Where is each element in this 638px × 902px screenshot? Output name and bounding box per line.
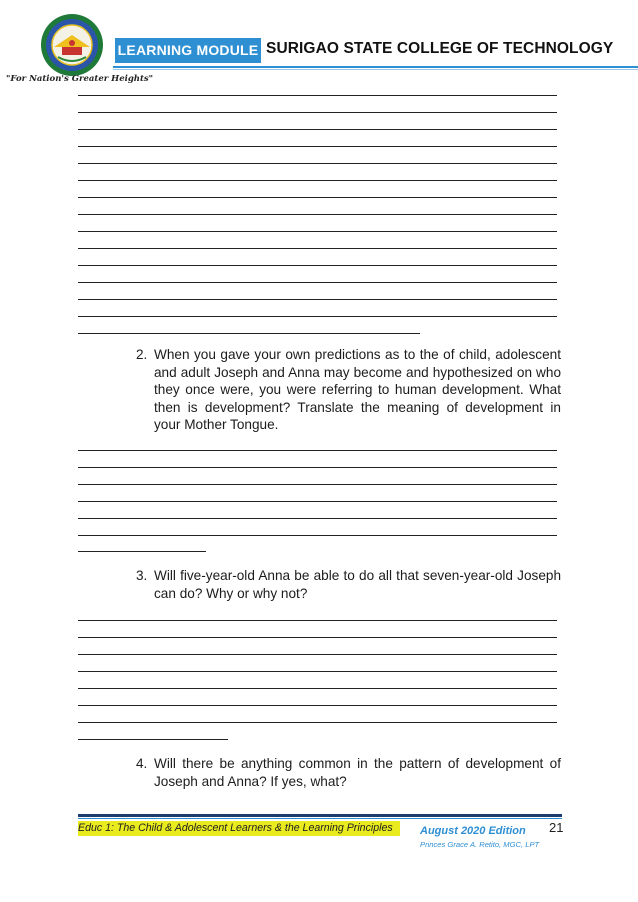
answer-line bbox=[78, 248, 557, 249]
college-seal-icon bbox=[40, 13, 104, 77]
answer-line bbox=[78, 518, 557, 519]
answer-line bbox=[78, 231, 557, 232]
question-number: 4. bbox=[136, 756, 148, 771]
page-number: 21 bbox=[549, 820, 564, 835]
answer-line bbox=[78, 214, 557, 215]
answer-line-end bbox=[78, 333, 420, 334]
answer-line bbox=[78, 112, 557, 113]
question-2 bbox=[136, 346, 561, 434]
footer-course-title: Educ 1: The Child & Adolescent Learners & the Learning Principles bbox=[78, 821, 400, 836]
answer-line bbox=[78, 671, 557, 672]
college-name: SURIGAO STATE COLLEGE OF TECHNOLOGY bbox=[266, 40, 614, 57]
answer-line bbox=[78, 535, 557, 536]
answer-line bbox=[78, 265, 557, 266]
answer-line bbox=[78, 484, 557, 485]
module-label: LEARNING MODULE bbox=[115, 38, 261, 63]
answer-line bbox=[78, 705, 557, 706]
answer-line bbox=[78, 637, 557, 638]
answer-line-end bbox=[78, 551, 206, 552]
answer-line bbox=[78, 129, 557, 130]
answer-line-end bbox=[78, 739, 228, 740]
answer-line bbox=[78, 197, 557, 198]
answer-line bbox=[78, 620, 557, 621]
footer-author: Princes Grace A. Retito, MGC, LPT bbox=[420, 840, 540, 849]
answer-line bbox=[78, 501, 557, 502]
question-text: Will five-year-old Anna be able to do all that seven-year-old Joseph can do? Why or why not? bbox=[154, 568, 561, 601]
answer-line bbox=[78, 180, 557, 181]
footer-divider-thin bbox=[78, 818, 562, 819]
answer-line bbox=[78, 654, 557, 655]
answer-line bbox=[78, 163, 557, 164]
answer-line bbox=[78, 146, 557, 147]
header-divider bbox=[113, 66, 638, 68]
question-text: Will there be anything common in the pattern of development of Joseph and Anna? If yes, what? bbox=[154, 756, 561, 789]
question-3 bbox=[136, 567, 561, 602]
header-divider-thin bbox=[113, 69, 638, 70]
answer-line bbox=[78, 299, 557, 300]
question-text: When you gave your own predictions as to the of child, adolescent and adult Joseph and Anna may become and hypothesized on who they once were, you were referring to human development. What then is development? Translate the meaning of development in your Mother Tongue. bbox=[154, 347, 561, 432]
question-number: 3. bbox=[136, 568, 148, 583]
answer-line bbox=[78, 688, 557, 689]
answer-line bbox=[78, 450, 557, 451]
footer-divider bbox=[78, 814, 562, 817]
answer-line bbox=[78, 282, 557, 283]
answer-line bbox=[78, 722, 557, 723]
footer-edition: August 2020 Edition bbox=[420, 825, 526, 837]
question-number: 2. bbox=[136, 347, 148, 362]
answer-line bbox=[78, 95, 557, 96]
college-motto: "For Nation's Greater Heights" bbox=[6, 74, 154, 84]
answer-line bbox=[78, 467, 557, 468]
question-4 bbox=[136, 755, 561, 790]
answer-line bbox=[78, 316, 557, 317]
